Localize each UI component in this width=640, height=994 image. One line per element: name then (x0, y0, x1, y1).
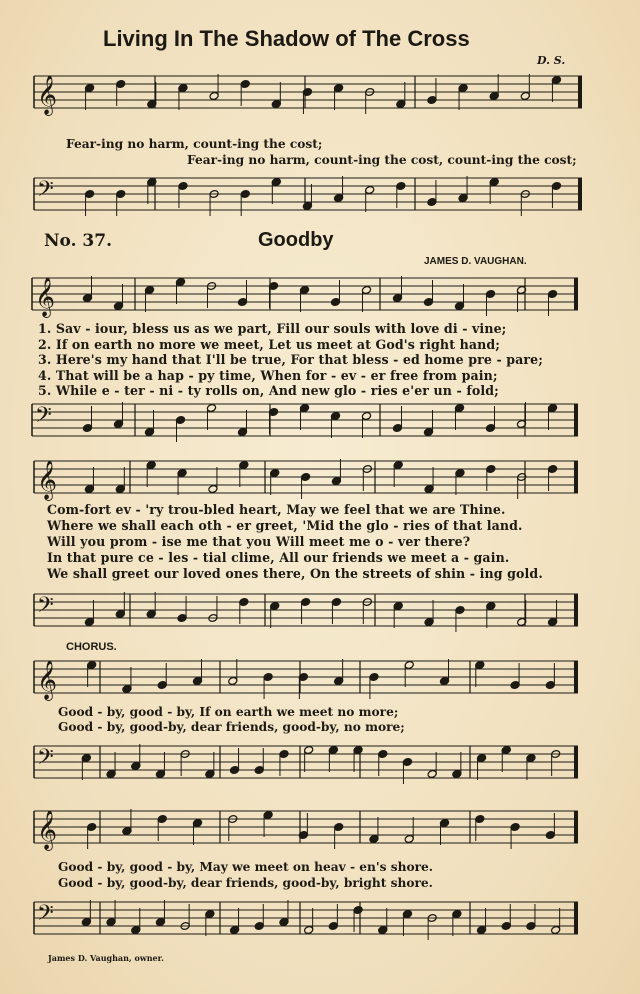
bass-clef-icon: 𝄢 (37, 593, 54, 623)
staff-system-1-treble (0, 70, 640, 130)
treble-clef-icon: 𝄞 (35, 277, 56, 317)
final-bar (578, 76, 582, 108)
hymn-title: Goodby (258, 229, 334, 251)
chorus-lyric-2b: Good - by, good-by, dear friends, good-by, bright shore. (58, 876, 433, 890)
verses_a-line: 5. While e - ter - ni - ty rolls on, And new glo - ries e'er un - fold; (38, 383, 499, 398)
final-bar (574, 661, 578, 693)
chorus-lyric-1a: Good - by, good - by, If on earth we meet no more; (58, 705, 399, 719)
chorus-lyric-1b: Good - by, good-by, dear friends, good-by, no more; (58, 720, 405, 734)
staff-system-2-bass (0, 398, 640, 448)
previous-hymn-lyric-2: Fear-ing no harm, count-ing the cost, count-ing the cost; (187, 153, 577, 167)
bass-clef-icon: 𝄢 (37, 177, 54, 207)
verses_a-line: 1. Sav - iour, bless us as we part, Fill our souls with love di - vine; (38, 321, 507, 336)
staff-system-3-treble (0, 455, 640, 505)
final-bar (578, 178, 582, 210)
previous-hymn-title: Living In The Shadow of The Cross (103, 26, 470, 51)
verses_b-line: Will you prom - ise me that you Will meet me o - ver there? (47, 534, 471, 549)
staff-system-5-bass (0, 896, 640, 946)
staff-system-3-bass (0, 588, 640, 638)
hymn-number: No. 37. (44, 231, 112, 251)
previous-hymn-lyric-1: Fear-ing no harm, count-ing the cost; (66, 137, 323, 151)
verses_b-line: In that pure ce - les - tial clime, All our friends we meet a - gain. (47, 550, 510, 565)
final-bar (574, 594, 578, 626)
treble-clef-icon: 𝄞 (37, 75, 58, 115)
composer: JAMES D. VAUGHAN. (424, 256, 527, 267)
final-bar (574, 278, 578, 310)
ds-marking: D. S. (537, 54, 566, 67)
verses_b-line: Com-fort ev - 'ry trou-bled heart, May we feel that we are Thine. (47, 502, 506, 517)
treble-clef-icon: 𝄞 (37, 810, 58, 850)
staff-system-4-treble (0, 655, 640, 705)
verses_a-line: 3. Here's my hand that I'll be true, For that bless - ed home pre - pare; (38, 352, 544, 367)
chorus-lyric-2a: Good - by, good - by, May we meet on heav - en's shore. (58, 860, 433, 874)
bass-clef-icon: 𝄢 (37, 901, 54, 931)
verses_a-line: 4. That will be a hap - py time, When for - ev - er free from pain; (38, 367, 498, 383)
owner-credit: James D. Vaughan, owner. (48, 953, 164, 963)
final-bar (574, 902, 578, 934)
staff-system-4-bass (0, 740, 640, 790)
verses_b-line: Where we shall each oth - er greet, 'Mid the glo - ries of that land. (47, 518, 523, 533)
treble-clef-icon: 𝄞 (37, 660, 58, 700)
treble-clef-icon: 𝄞 (37, 460, 58, 500)
bass-clef-icon: 𝄢 (35, 403, 52, 433)
staff-system-1-bass (0, 172, 640, 222)
staff-system-5-treble (0, 805, 640, 855)
bass-clef-icon: 𝄢 (37, 745, 54, 775)
verses_b-line: We shall greet our loved ones there, On the streets of shin - ing gold. (47, 566, 543, 581)
final-bar (574, 746, 578, 778)
final-bar (574, 461, 578, 493)
final-bar (574, 811, 578, 843)
staff-system-2-treble (0, 272, 640, 322)
chorus-label: CHORUS. (66, 641, 117, 653)
verses_a-line: 2. If on earth no more we meet, Let us meet at God's right hand; (38, 336, 501, 352)
final-bar (574, 404, 578, 436)
